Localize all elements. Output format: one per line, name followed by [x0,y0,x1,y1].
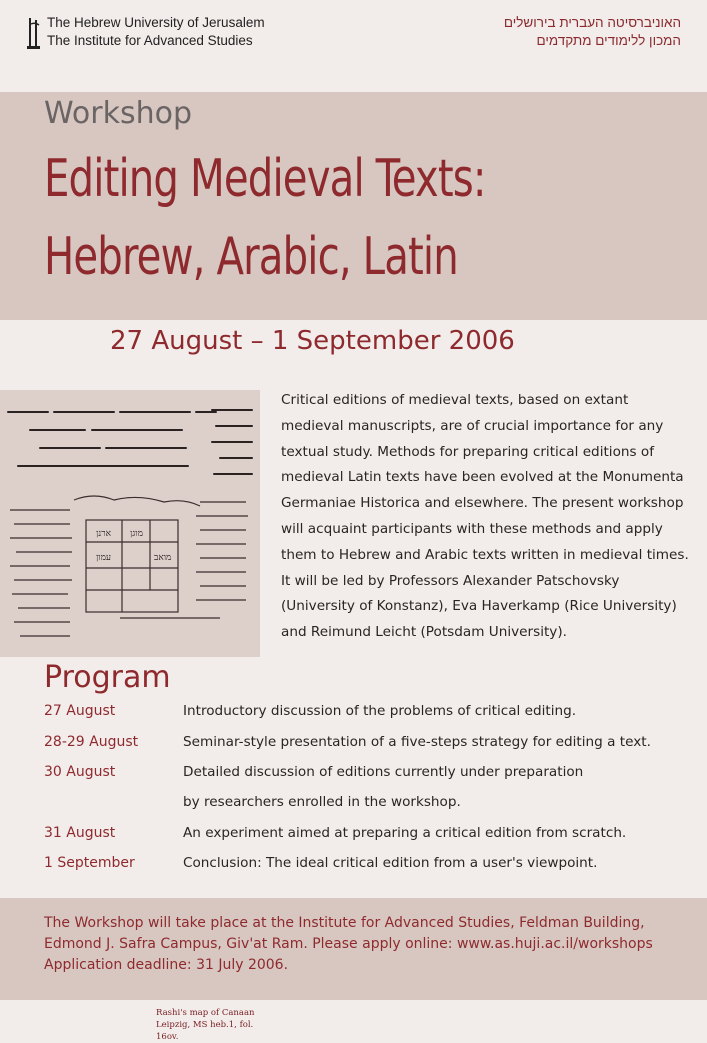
intro-text [281,388,693,646]
program-row [0,855,707,881]
university-emblem-icon [26,16,42,50]
footer-line2: Edmond J. Safra Campus, Giv'at Ram. Please apply online: www.as.huji.ac.il/workshops [44,936,653,952]
institution-en-line2: The Institute for Advanced Studies [47,33,253,48]
title-line-2: Hebrew, Arabic, Latin [44,227,458,287]
program-date: 1 September [44,855,135,871]
program-heading: Program [44,660,171,695]
page-title [44,140,704,296]
institution-name-en [47,14,265,50]
footer-info [44,913,704,976]
image-caption [156,1007,260,1043]
institution-he-line1: האוניברסיטה העברית בירושלים [503,15,681,30]
program-date: 27 August [44,703,116,719]
program-description: Detailed discussion of editions currently under preparation [183,764,584,780]
program-date: 31 August [44,825,116,841]
footer-line1: The Workshop will take place at the Institute for Advanced Studies, Feldman Building, [44,915,645,931]
program-row [0,825,707,851]
caption-line1: Rashi's map of Canaan [156,1008,255,1018]
program-date: 28-29 August [44,734,139,750]
workshop-dates: 27 August – 1 September 2006 [110,326,515,356]
program-description: by researchers enrolled in the workshop. [183,794,461,810]
workshop-kicker: Workshop [44,96,193,131]
intro-paragraph-2: It will be led by Professors Alexander Patschovsky (University of Konstanz), Eva Haverkamp (Rice University) and Reimund Leicht (Potsdam University). [281,572,677,641]
program-description: Conclusion: The ideal critical edition from a user's viewpoint. [183,855,598,871]
svg-text:מוגן: מוגן [130,529,143,539]
header [0,0,707,92]
program-description: Seminar-style presentation of a five-steps strategy for editing a text. [183,734,651,750]
program-row [0,734,707,760]
program-row [0,764,707,790]
institution-name-he [504,14,681,50]
institution-en-line1: The Hebrew University of Jerusalem [47,15,265,30]
program-description: Introductory discussion of the problems of critical editing. [183,703,577,719]
svg-text:עמון: עמון [96,553,112,563]
title-line-1: Editing Medieval Texts: [44,149,486,209]
caption-line2: Leipzig, MS heb.1, fol. 16ov. [156,1020,254,1042]
footer-line3: Application deadline: 31 July 2006. [44,957,289,973]
svg-text:ארנן: ארנן [96,529,112,539]
intro-paragraph-1: Critical editions of medieval texts, based on extant medieval manuscripts, are of crucial importance for any textual study. Methods for preparing critical editions of medieval Latin texts have been evolved at the Monumenta Germaniae Historica and elsewhere. The present workshop will acquaint participants with these methods and apply them to Hebrew and Arabic texts written in medieval times. [281,392,689,563]
svg-text:מואב: מואב [154,553,172,563]
institution-he-line2: המכון ללימודים מתקדמים [536,33,681,48]
program-description: An experiment aimed at preparing a critical edition from scratch. [183,825,627,841]
program-row [0,703,707,729]
program-date: 30 August [44,764,116,780]
manuscript-map-drawing [0,390,260,657]
program-row [0,794,707,820]
